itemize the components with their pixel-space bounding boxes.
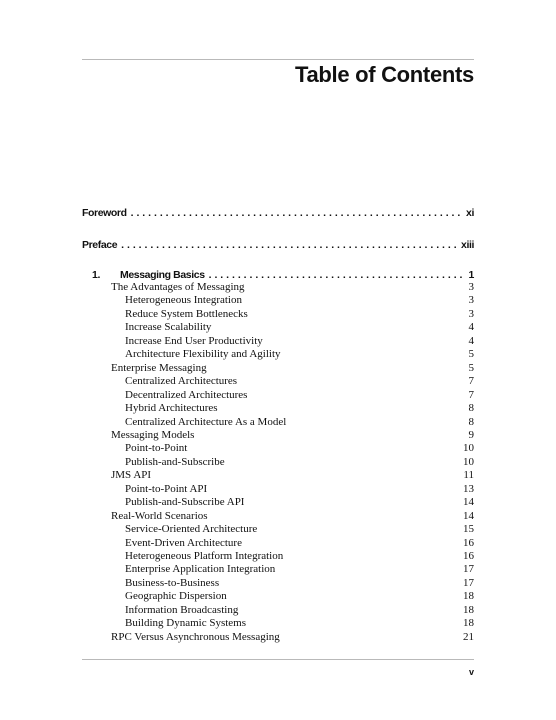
entry-page: 1	[468, 269, 474, 281]
entry-label: Decentralized Architectures	[125, 388, 248, 401]
entry-label: Messaging Models	[111, 428, 195, 441]
entry-page: 7	[468, 388, 474, 401]
entry-page: 16	[463, 536, 474, 549]
toc-subsection-entry[interactable]	[125, 389, 474, 402]
page-number: v	[468, 667, 474, 677]
entry-label: Heterogeneous Integration	[125, 294, 242, 307]
toc-subsection-entry[interactable]	[125, 442, 474, 455]
toc-subsection-entry[interactable]	[125, 294, 474, 307]
entry-label: Architecture Flexibility and Agility	[125, 348, 281, 361]
entry-page: 11	[463, 469, 474, 482]
entry-page: 4	[468, 334, 474, 347]
entry-label: Publish-and-Subscribe API	[125, 496, 245, 509]
entry-page: xiii	[461, 239, 474, 251]
toc-subsection-entry[interactable]	[125, 590, 474, 603]
toc-section-entry[interactable]	[111, 281, 474, 294]
toc-subsection-entry[interactable]	[125, 537, 474, 550]
entry-label: Service-Oriented Architecture	[125, 523, 258, 536]
entry-label: Reduce System Bottlenecks	[125, 307, 248, 320]
toc-subsection-entry[interactable]	[125, 577, 474, 590]
entry-page: 13	[463, 482, 474, 495]
toc-subsection-entry[interactable]	[125, 483, 474, 496]
toc-subsection-entry[interactable]	[125, 308, 474, 321]
toc-subsection-entry[interactable]	[125, 335, 474, 348]
entry-page: 10	[463, 442, 474, 455]
entry-page: 10	[463, 455, 474, 468]
toc-entry-foreword[interactable]	[82, 207, 474, 219]
entry-page: 3	[468, 294, 474, 307]
toc-section-entry[interactable]	[111, 510, 474, 523]
toc-section-entry[interactable]	[111, 631, 474, 644]
entry-label: Event-Driven Architecture	[125, 536, 242, 549]
entry-page: 17	[463, 563, 474, 576]
entry-label: Increase End User Productivity	[125, 334, 263, 347]
entry-page: 21	[463, 630, 474, 643]
entry-page: 8	[468, 415, 474, 428]
entry-page: 5	[468, 348, 474, 361]
entry-page: 9	[468, 428, 474, 441]
entry-label: Foreword	[82, 207, 127, 219]
toc-subsection-entry[interactable]	[125, 348, 474, 361]
entry-label: Point-to-Point	[125, 442, 188, 455]
entry-page: 8	[468, 402, 474, 415]
entry-page: 18	[463, 617, 474, 630]
entry-label: Geographic Dispersion	[125, 590, 227, 603]
toc-subsection-entry[interactable]	[125, 321, 474, 334]
entry-label: Real-World Scenarios	[111, 509, 208, 522]
toc-subsection-entry[interactable]	[125, 375, 474, 388]
entry-label: Centralized Architecture As a Model	[125, 415, 287, 428]
toc-subsection-entry[interactable]	[125, 563, 474, 576]
toc-subsection-entry[interactable]	[125, 456, 474, 469]
entry-page: 5	[468, 361, 474, 374]
entry-label: Preface	[82, 239, 118, 251]
entry-page: 14	[463, 509, 474, 522]
toc-subsection-entry[interactable]	[125, 416, 474, 429]
dot-leader	[131, 207, 462, 219]
entry-label: Enterprise Application Integration	[125, 563, 276, 576]
entry-label: RPC Versus Asynchronous Messaging	[111, 630, 280, 643]
entry-label: Messaging Basics	[120, 269, 205, 281]
bottom-rule	[82, 659, 474, 660]
entry-label: Building Dynamic Systems	[125, 617, 246, 630]
entry-label: Point-to-Point API	[125, 482, 208, 495]
toc-subsection-entry[interactable]	[125, 402, 474, 415]
entry-page: 17	[463, 576, 474, 589]
dot-leader	[209, 269, 465, 281]
entry-label: Centralized Architectures	[125, 375, 238, 388]
entry-label: The Advantages of Messaging	[111, 281, 245, 293]
toc-entry-preface[interactable]	[82, 239, 474, 251]
toc-subsection-entry[interactable]	[125, 523, 474, 536]
toc-subsection-entry[interactable]	[125, 604, 474, 617]
entry-page: 18	[463, 590, 474, 603]
toc-section-entry[interactable]	[111, 469, 474, 482]
entry-page: 18	[463, 603, 474, 616]
entry-page: 3	[468, 307, 474, 320]
entry-page: 16	[463, 550, 474, 562]
entry-label: Information Broadcasting	[125, 603, 239, 616]
dot-leader	[121, 239, 457, 251]
entry-page: 3	[468, 281, 474, 293]
chapter-number: 1.	[92, 269, 100, 281]
toc-subsection-entry[interactable]	[125, 496, 474, 509]
toc-entry-chapter-1[interactable]	[92, 269, 474, 281]
entry-label: Enterprise Messaging	[111, 361, 207, 374]
entry-label: JMS API	[111, 469, 152, 482]
toc-subsection-entry[interactable]	[125, 550, 474, 563]
page-title: Table of Contents	[294, 62, 474, 87]
toc-subsection-entry[interactable]	[125, 617, 474, 630]
entry-page: 4	[468, 321, 474, 334]
entry-label: Business-to-Business	[125, 576, 220, 589]
entry-label: Publish-and-Subscribe	[125, 455, 225, 468]
entry-label: Heterogeneous Platform Integration	[125, 550, 284, 562]
toc-section-entry[interactable]	[111, 429, 474, 442]
top-rule	[82, 59, 474, 60]
entry-page: 14	[463, 496, 474, 509]
entry-page: 15	[463, 523, 474, 536]
toc-section-entry[interactable]	[111, 362, 474, 375]
entry-label: Hybrid Architectures	[125, 402, 218, 415]
entry-label: Increase Scalability	[125, 321, 212, 334]
entry-page: xi	[466, 207, 474, 219]
entry-page: 7	[468, 375, 474, 388]
